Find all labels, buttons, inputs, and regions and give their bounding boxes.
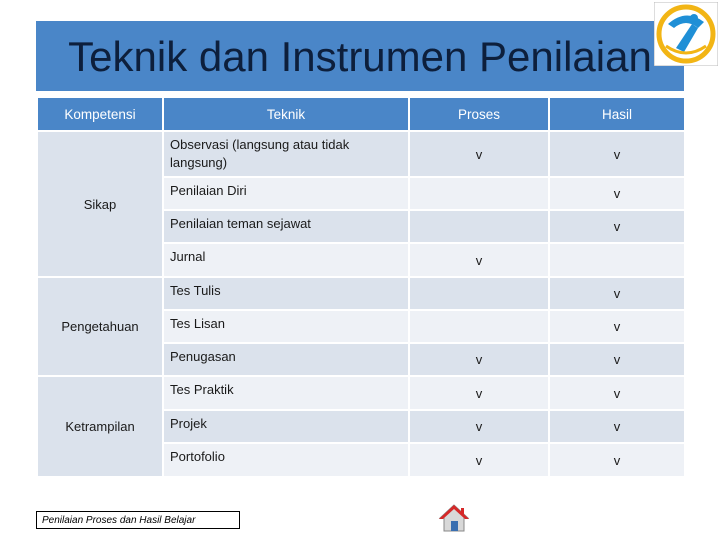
row-hasil: v bbox=[549, 310, 685, 343]
row-hasil: v bbox=[549, 131, 685, 177]
row-proses: v bbox=[409, 343, 549, 376]
row-teknik: Tes Lisan bbox=[163, 310, 409, 343]
row-teknik: Penugasan bbox=[163, 343, 409, 376]
row-proses: v bbox=[409, 131, 549, 177]
row-hasil: v bbox=[549, 410, 685, 443]
kurikulum-logo-icon bbox=[654, 2, 718, 66]
slide-title: Teknik dan Instrumen Penilaian bbox=[68, 33, 652, 80]
row-teknik: Penilaian teman sejawat bbox=[163, 210, 409, 243]
home-icon[interactable] bbox=[438, 503, 470, 533]
footer-caption: Penilaian Proses dan Hasil Belajar bbox=[36, 511, 240, 529]
group-sikap: Sikap bbox=[37, 131, 163, 277]
group-ketrampilan: Ketrampilan bbox=[37, 376, 163, 477]
row-hasil: v bbox=[549, 343, 685, 376]
table-row bbox=[37, 277, 685, 310]
table-row bbox=[37, 131, 685, 177]
header-proses: Proses bbox=[409, 97, 549, 131]
row-proses bbox=[409, 277, 549, 310]
row-teknik: Observasi (langsung atau tidak langsung) bbox=[163, 131, 409, 177]
row-teknik: Portofolio bbox=[163, 443, 409, 477]
group-pengetahuan: Pengetahuan bbox=[37, 277, 163, 376]
row-proses bbox=[409, 177, 549, 210]
table-row bbox=[37, 376, 685, 410]
row-hasil: v bbox=[549, 177, 685, 210]
row-teknik: Jurnal bbox=[163, 243, 409, 277]
row-hasil: v bbox=[549, 376, 685, 410]
row-teknik: Tes Praktik bbox=[163, 376, 409, 410]
header-teknik: Teknik bbox=[163, 97, 409, 131]
row-teknik: Tes Tulis bbox=[163, 277, 409, 310]
header-hasil: Hasil bbox=[549, 97, 685, 131]
row-proses bbox=[409, 210, 549, 243]
row-teknik: Penilaian Diri bbox=[163, 177, 409, 210]
row-hasil bbox=[549, 243, 685, 277]
assessment-table bbox=[36, 96, 686, 478]
row-proses: v bbox=[409, 410, 549, 443]
table-header-row bbox=[37, 97, 685, 131]
row-proses bbox=[409, 310, 549, 343]
row-proses: v bbox=[409, 243, 549, 277]
row-proses: v bbox=[409, 376, 549, 410]
row-proses: v bbox=[409, 443, 549, 477]
row-hasil: v bbox=[549, 443, 685, 477]
row-teknik: Projek bbox=[163, 410, 409, 443]
title-bar bbox=[36, 21, 684, 91]
header-kompetensi: Kompetensi bbox=[37, 97, 163, 131]
row-hasil: v bbox=[549, 277, 685, 310]
row-hasil: v bbox=[549, 210, 685, 243]
